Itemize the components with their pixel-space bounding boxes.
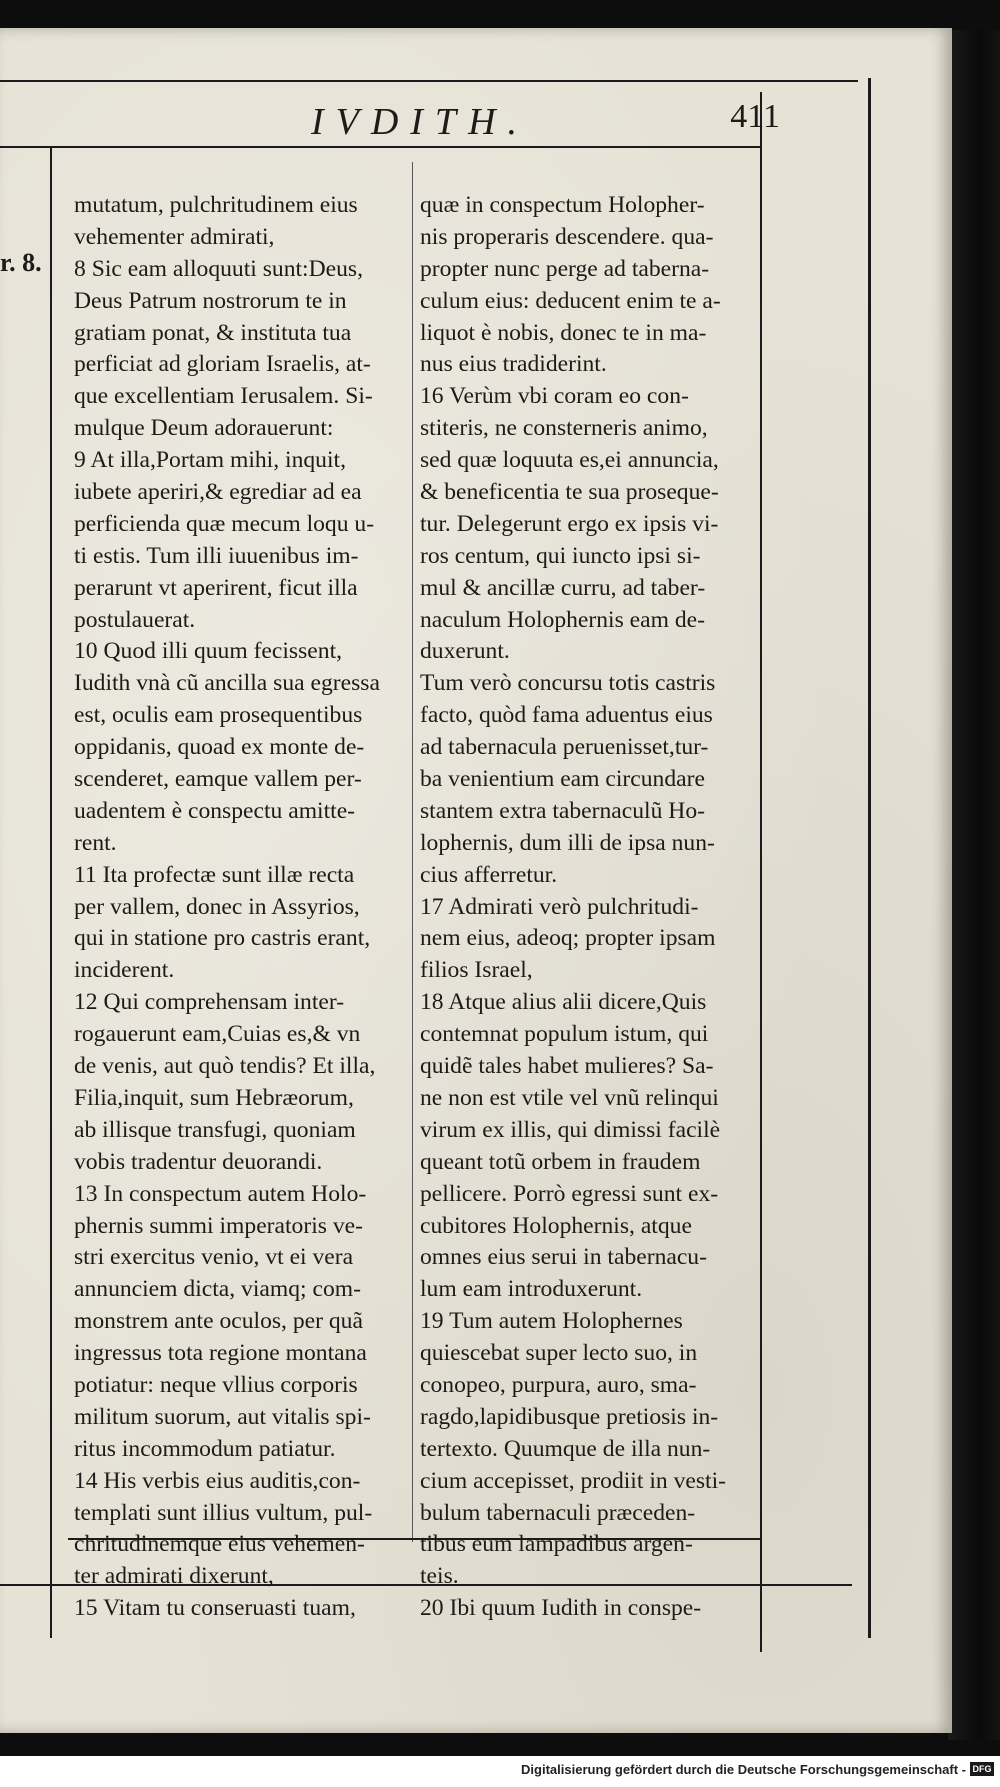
- text-line: sed quæ loquuta es,ei annuncia,: [420, 447, 719, 474]
- text-line: 12 Qui comprehensam inter-: [74, 989, 345, 1016]
- text-line: militum suorum, aut vitalis spi-: [74, 1403, 371, 1430]
- text-line: rent.: [74, 829, 117, 856]
- text-line: facto, quòd fama aduentus eius: [420, 702, 713, 729]
- text-line: ros centum, qui iuncto ipsi si-: [420, 542, 701, 569]
- text-line: nus eius tradiderint.: [420, 351, 607, 378]
- top-rule: [0, 80, 858, 82]
- text-line: virum ex illis, qui dimissi facilè: [420, 1116, 721, 1143]
- text-line: phernis summi imperatoris ve-: [74, 1212, 363, 1239]
- text-line: 18 Atque alius alii dicere,Quis: [420, 989, 707, 1016]
- right-border-rule: [760, 92, 762, 1652]
- margin-note: r. 8.: [0, 248, 42, 277]
- text-line: bulum tabernaculi præceden-: [420, 1499, 696, 1526]
- text-line: propter nunc perge ad taberna-: [420, 255, 710, 282]
- text-line: nis properaris descendere. qua-: [420, 223, 714, 250]
- text-line: vobis tradentur deuorandi.: [74, 1148, 323, 1175]
- text-line: 14 His verbis eius auditis,con-: [74, 1467, 361, 1494]
- text-line: mul & ancillæ curru, ad taber-: [420, 574, 706, 601]
- page-number: 411: [730, 98, 780, 135]
- text-line: per vallem, donec in Assyrios,: [74, 893, 360, 920]
- text-line: ab illisque transfugi, quoniam: [74, 1116, 356, 1143]
- text-line: 11 Ita profectæ sunt illæ recta: [74, 861, 355, 888]
- text-line: est, oculis eam prosequentibus: [74, 702, 363, 729]
- text-line: que excellentiam Ierusalem. Si-: [74, 383, 373, 410]
- text-line: cium accepisset, prodiit in vesti-: [420, 1467, 726, 1494]
- text-line: stri exercitus venio, vt ei vera: [74, 1244, 354, 1271]
- text-line: duxerunt.: [420, 638, 510, 665]
- text-line: tur. Delegerunt ergo ex ipsis vi-: [420, 510, 719, 537]
- text-line: pellicere. Porrò egressi sunt ex-: [420, 1180, 719, 1207]
- text-line: vehementer admirati,: [74, 223, 275, 250]
- column-divider: [412, 162, 413, 1542]
- text-line: 17 Admirati verò pulchritudi-: [420, 893, 699, 920]
- funding-credit: Digitalisierung gefördert durch die Deutsche Forschungsgemeinschaft -: [521, 1762, 966, 1777]
- text-line: mutatum, pulchritudinem eius: [74, 192, 358, 218]
- text-line: lophernis, dum illi de ipsa nun-: [420, 829, 715, 856]
- text-line: 15 Vitam tu conseruasti tuam,: [74, 1595, 356, 1622]
- left-text-column: [74, 190, 408, 1625]
- text-line: stiteris, ne consterneris animo,: [420, 415, 708, 442]
- text-line: annunciem dicta, viamq; com-: [74, 1276, 361, 1303]
- text-line: scenderet, eamque vallem per-: [74, 766, 362, 793]
- text-line: postulauerat.: [74, 606, 196, 633]
- header-rule: [0, 146, 760, 148]
- text-line: ragdo,lapidibusque pretiosis in-: [420, 1403, 719, 1430]
- text-line: Filia,inquit, sum Hebræorum,: [74, 1084, 354, 1111]
- text-line: nem eius, adeoq; propter ipsam: [420, 925, 716, 952]
- text-line: omnes eius serui in tabernacu-: [420, 1244, 707, 1271]
- text-line: cius afferretur.: [420, 861, 558, 888]
- text-line: tibus eum lampadibus argen-: [420, 1531, 693, 1558]
- text-line: perficienda quæ mecum loqu u-: [74, 510, 375, 537]
- text-line: templati sunt illius vultum, pul-: [74, 1499, 373, 1526]
- text-line: tertexto. Quumque de illa nun-: [420, 1435, 711, 1462]
- text-line: ter admirati dixerunt,: [74, 1563, 274, 1590]
- text-line: 9 At illa,Portam mihi, inquit,: [74, 447, 346, 474]
- text-line: lum eam introduxerunt.: [420, 1276, 643, 1303]
- text-line: liquot è nobis, donec te in ma-: [420, 319, 707, 346]
- text-line: ingressus tota regione montana: [74, 1340, 367, 1367]
- text-line: queant totũ orbem in fraudem: [420, 1148, 701, 1175]
- text-line: ad tabernacula peruenisset,tur-: [420, 734, 709, 761]
- text-line: 16 Verùm vbi coram eo con-: [420, 383, 689, 410]
- text-line: chritudinemque eius vehemen-: [74, 1531, 365, 1558]
- text-line: quidẽ tales habet mulieres? Sa-: [420, 1053, 714, 1080]
- scanner-edge: [948, 30, 1000, 1740]
- text-line: teis.: [420, 1563, 459, 1590]
- book-page: [0, 28, 952, 1733]
- text-line: ritus incommodum patiatur.: [74, 1435, 336, 1462]
- text-line: iubete aperiri,& egrediar ad ea: [74, 479, 362, 506]
- text-line: conopeo, purpura, auro, sma-: [420, 1371, 697, 1398]
- text-line: perficiat ad gloriam Israelis, at-: [74, 351, 371, 378]
- text-line: & beneficentia te sua proseque-: [420, 479, 719, 506]
- text-line: contemnat populum istum, qui: [420, 1021, 709, 1048]
- text-line: cubitores Holophernis, atque: [420, 1212, 692, 1239]
- text-line: Iudith vnà cũ ancilla sua egressa: [74, 670, 380, 697]
- outer-right-rule: [868, 78, 871, 1638]
- left-border-rule: [50, 148, 52, 1638]
- text-line: ba venientium eam circundare: [420, 766, 705, 793]
- text-line: 19 Tum autem Holophernes: [420, 1308, 683, 1335]
- text-line: perarunt vt aperirent, ficut illa: [74, 574, 358, 601]
- running-title: IVDITH.: [310, 101, 530, 143]
- text-line: quiescebat super lecto suo, in: [420, 1340, 698, 1367]
- text-line: inciderent.: [74, 957, 175, 984]
- text-line: naculum Holophernis eam de-: [420, 606, 706, 633]
- text-line: monstrem ante oculos, per quã: [74, 1308, 363, 1335]
- text-line: quæ in conspectum Holopher-: [420, 192, 705, 218]
- right-text-column: [420, 190, 754, 1625]
- text-line: qui in statione pro castris erant,: [74, 925, 371, 952]
- text-line: potiatur: neque vllius corporis: [74, 1371, 358, 1398]
- dfg-logo: DFG: [970, 1762, 994, 1776]
- text-line: Tum verò concursu totis castris: [420, 670, 716, 697]
- text-line: filios Israel,: [420, 957, 533, 984]
- footer-bar: [0, 1756, 1000, 1787]
- text-line: gratiam ponat, & instituta tua: [74, 319, 352, 346]
- text-line: 13 In conspectum autem Holo-: [74, 1180, 367, 1207]
- text-line: ti estis. Tum illi iuuenibus im-: [74, 542, 359, 569]
- text-line: de venis, aut quò tendis? Et illa,: [74, 1053, 376, 1080]
- text-line: 20 Ibi quum Iudith in conspe-: [420, 1595, 702, 1622]
- text-line: rogauerunt eam,Cuias es,& vn: [74, 1021, 361, 1048]
- text-line: 8 Sic eam alloquuti sunt:Deus,: [74, 255, 363, 282]
- text-line: mulque Deum adorauerunt:: [74, 415, 334, 442]
- text-line: culum eius: deducent enim te a-: [420, 287, 721, 314]
- text-line: uadentem è conspectu amitte-: [74, 797, 356, 824]
- text-line: oppidanis, quoad ex monte de-: [74, 734, 365, 761]
- text-line: Deus Patrum nostrorum te in: [74, 287, 347, 314]
- text-line: stantem extra tabernaculũ Ho-: [420, 797, 705, 824]
- text-line: 10 Quod illi quum fecissent,: [74, 638, 343, 665]
- text-line: ne non est vtile vel vnũ relinqui: [420, 1084, 719, 1111]
